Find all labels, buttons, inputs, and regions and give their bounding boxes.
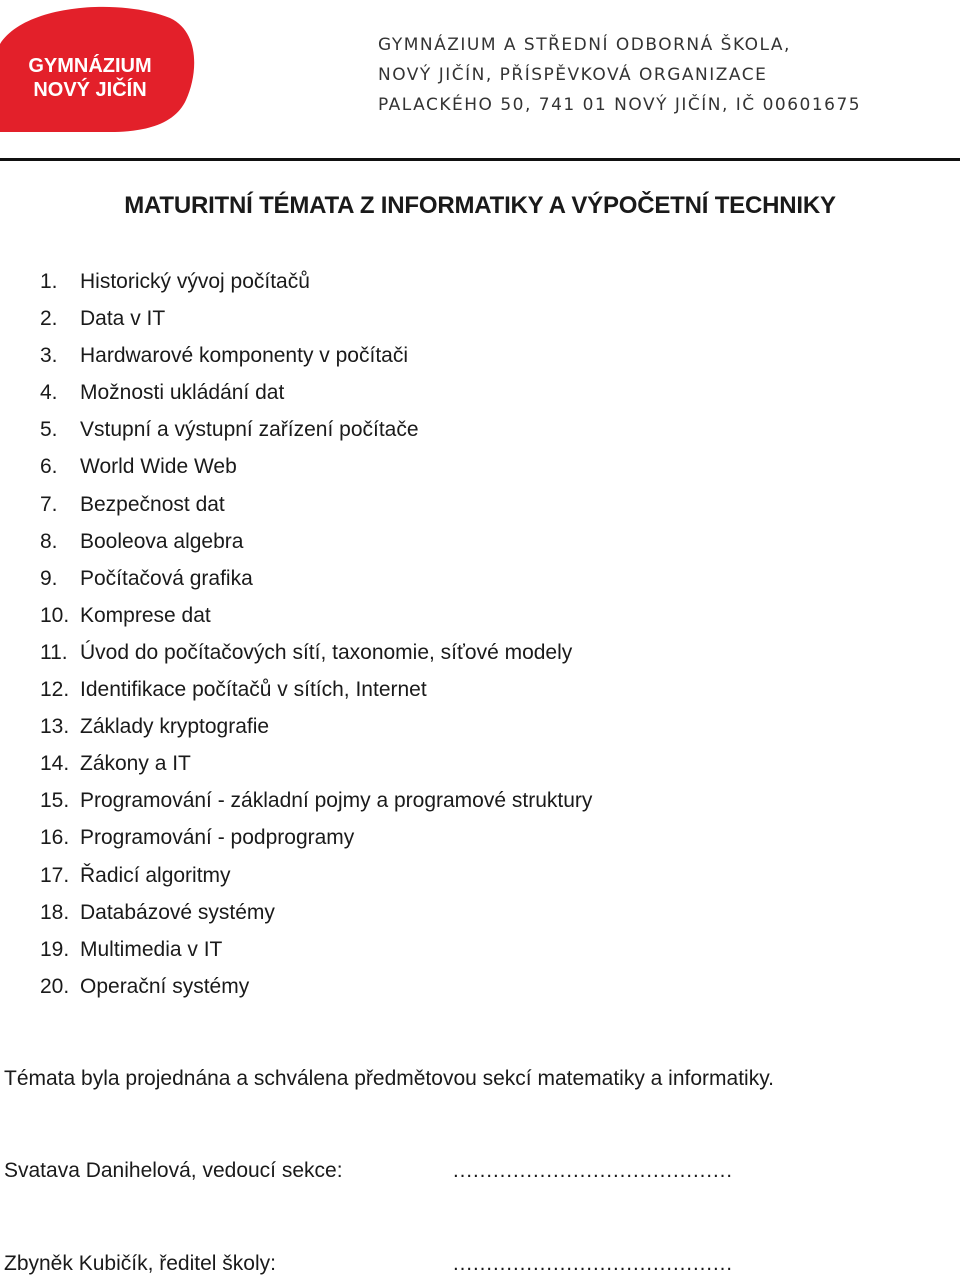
topic-item bbox=[40, 671, 592, 708]
header-divider bbox=[0, 158, 960, 161]
topic-text: Bezpečnost dat bbox=[80, 492, 225, 516]
topic-number: 17. bbox=[40, 863, 70, 887]
topic-number: 16. bbox=[40, 826, 70, 850]
topic-text: Hardwarové komponenty v počítači bbox=[80, 344, 408, 368]
topic-number: 19. bbox=[40, 937, 70, 961]
topic-number: 5. bbox=[40, 418, 58, 442]
topic-item bbox=[40, 745, 592, 782]
topic-number: 13. bbox=[40, 715, 70, 739]
topic-text: Úvod do počítačových sítí, taxonomie, síťové modely bbox=[80, 640, 573, 664]
topic-item bbox=[40, 337, 592, 374]
topic-text: Data v IT bbox=[80, 307, 166, 331]
topic-item bbox=[40, 819, 592, 856]
topic-number: 8. bbox=[40, 529, 58, 553]
signature-label: Svatava Danihelová, vedoucí sekce: bbox=[4, 1159, 343, 1182]
topic-item bbox=[40, 300, 592, 337]
topic-text: Historický vývoj počítačů bbox=[80, 270, 310, 293]
topic-item bbox=[40, 263, 592, 300]
topic-number: 3. bbox=[40, 344, 58, 368]
topic-number: 6. bbox=[40, 455, 58, 479]
topic-number: 10. bbox=[40, 603, 70, 627]
header-line-2: NOVÝ JIČÍN, PŘÍSPĚVKOVÁ ORGANIZACE bbox=[378, 65, 768, 85]
topic-text: Vstupní a výstupní zařízení počítače bbox=[80, 418, 419, 442]
topic-number: 15. bbox=[40, 789, 70, 813]
topic-item bbox=[40, 486, 592, 523]
topic-number: 18. bbox=[40, 900, 70, 924]
topic-list bbox=[40, 263, 592, 1005]
topic-item bbox=[40, 560, 592, 597]
topic-item bbox=[40, 523, 592, 560]
header-line-3: PALACKÉHO 50, 741 01 NOVÝ JIČÍN, IČ 00601675 bbox=[378, 95, 862, 115]
topic-number: 2. bbox=[40, 307, 58, 331]
topic-number: 20. bbox=[40, 974, 70, 998]
topic-item bbox=[40, 931, 592, 968]
topic-number: 1. bbox=[40, 270, 58, 293]
topic-text: Komprese dat bbox=[80, 603, 211, 627]
topic-item bbox=[40, 708, 592, 745]
logo-line-1: GYMNÁZIUM bbox=[28, 55, 152, 77]
topic-text: Programování - podprogramy bbox=[80, 826, 355, 850]
signature-label: Zbyněk Kubičík, ředitel školy: bbox=[4, 1252, 276, 1275]
topic-item bbox=[40, 782, 592, 819]
topic-item bbox=[40, 448, 592, 485]
topic-text: Databázové systémy bbox=[80, 900, 275, 924]
topic-item bbox=[40, 634, 592, 671]
school-header bbox=[378, 30, 938, 120]
topic-item bbox=[40, 374, 592, 411]
topic-number: 4. bbox=[40, 381, 58, 405]
school-logo bbox=[0, 4, 196, 134]
topic-number: 14. bbox=[40, 752, 70, 776]
topic-text: Operační systémy bbox=[80, 974, 250, 998]
topic-item bbox=[40, 597, 592, 634]
topic-text: Programování - základní pojmy a programové struktury bbox=[80, 789, 593, 813]
signature-line-section-head bbox=[4, 1159, 732, 1183]
topic-text: Počítačová grafika bbox=[80, 566, 253, 590]
topic-text: Multimedia v IT bbox=[80, 937, 223, 961]
approval-statement: Témata byla projednána a schválena předmětovou sekcí matematiky a informatiky. bbox=[4, 1067, 774, 1090]
topic-text: Zákony a IT bbox=[80, 752, 191, 776]
topic-text: Identifikace počítačů v sítích, Internet bbox=[80, 678, 427, 702]
topic-text: Základy kryptografie bbox=[80, 715, 270, 739]
topic-number: 11. bbox=[40, 640, 68, 664]
topic-item bbox=[40, 968, 592, 1005]
topic-number: 7. bbox=[40, 492, 58, 516]
topic-number: 9. bbox=[40, 566, 58, 590]
topic-number: 12. bbox=[40, 678, 70, 702]
topic-text: World Wide Web bbox=[80, 455, 237, 479]
topic-item bbox=[40, 857, 592, 894]
signature-line-principal bbox=[4, 1252, 732, 1276]
logo-line-2: NOVÝ JIČÍN bbox=[33, 79, 147, 101]
topic-item bbox=[40, 894, 592, 931]
topic-text: Řadicí algoritmy bbox=[80, 863, 231, 887]
signature-dots: …………………………………… bbox=[452, 1159, 732, 1182]
signature-dots: …………………………………… bbox=[452, 1252, 732, 1275]
topic-text: Booleova algebra bbox=[80, 529, 244, 553]
topic-item bbox=[40, 411, 592, 448]
logo-text bbox=[0, 54, 180, 102]
document-title: MATURITNÍ TÉMATA Z INFORMATIKY A VÝPOČETNÍ TECHNIKY bbox=[124, 192, 836, 219]
topic-text: Možnosti ukládání dat bbox=[80, 381, 285, 405]
header-line-1: GYMNÁZIUM A STŘEDNÍ ODBORNÁ ŠKOLA, bbox=[378, 35, 791, 55]
